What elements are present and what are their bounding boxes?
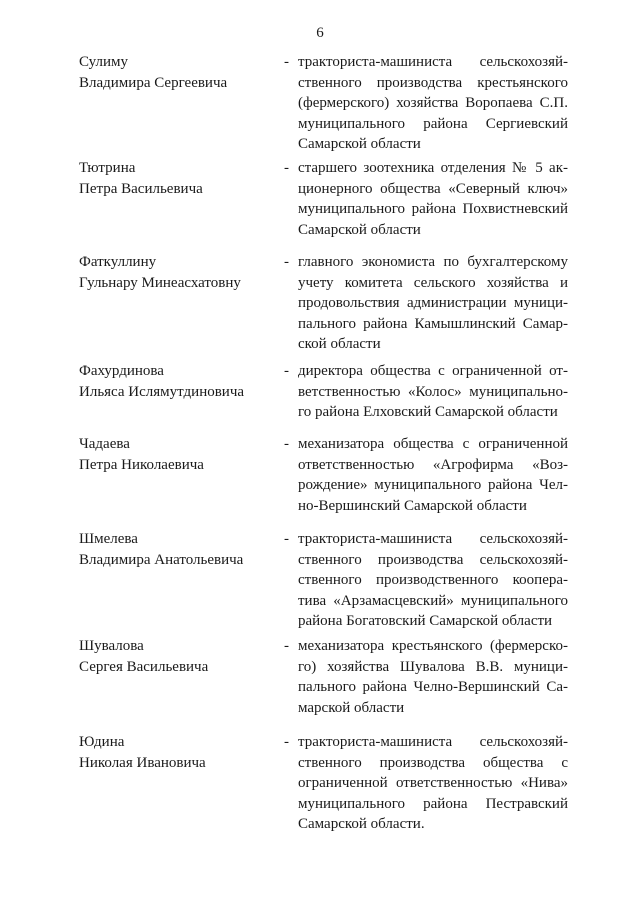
description-line: тракториста-машиниста сельскохозяй- xyxy=(298,54,568,70)
description-line: марской области xyxy=(298,699,405,716)
position-description xyxy=(298,158,568,240)
surname: Фаткуллину xyxy=(79,254,157,270)
surname: Чадаева xyxy=(79,436,130,452)
description-line: механизатора крестьянского (фермерско- xyxy=(298,638,568,654)
given-names: Петра Васильевича xyxy=(79,180,203,197)
description-line: ответственностью «Агрофирма «Воз- xyxy=(298,456,568,473)
person-name xyxy=(79,434,279,475)
description-line: района Богатовский Самарской области xyxy=(298,613,553,629)
person-name xyxy=(79,361,279,402)
description-line: Самарской области xyxy=(298,136,421,152)
surname: Тютрина xyxy=(79,160,136,176)
description-line: тива «Арзамасцевский» муниципального xyxy=(298,592,568,609)
description-line: ской области xyxy=(298,336,381,352)
description-line: муниципального района Сергиевский xyxy=(298,115,568,132)
description-line: механизатора общества с ограниченной xyxy=(298,436,568,452)
separator-dash: - xyxy=(284,254,289,270)
description-line: тракториста-машиниста сельскохозяй- xyxy=(298,734,568,750)
description-line: директора общества с ограниченной от- xyxy=(298,363,568,379)
separator-dash: - xyxy=(284,363,289,379)
description-line: продовольствия администрации муници- xyxy=(298,295,568,311)
position-description xyxy=(298,252,568,355)
description-line: ограниченной ответственностью «Нива» xyxy=(298,775,568,791)
description-line: ственного производства крестьянского xyxy=(298,74,568,91)
description-line: Самарской области. xyxy=(298,816,425,832)
description-line: но-Вершинский Самарской области xyxy=(298,497,527,514)
position-description xyxy=(298,52,568,155)
person-name xyxy=(79,529,279,570)
description-line: муниципального района Похвистневский xyxy=(298,201,568,217)
separator-dash: - xyxy=(284,638,289,654)
description-line: (фермерского) хозяйства Воропаева С.П. xyxy=(298,95,568,111)
description-line: ционерного общества «Северный ключ» xyxy=(298,180,568,197)
given-names: Гульнару Минеасхатовну xyxy=(79,274,241,291)
person-name xyxy=(79,732,279,773)
surname: Фахурдинова xyxy=(79,363,164,379)
page-number: 6 xyxy=(316,25,324,41)
position-description xyxy=(298,361,568,423)
person-name xyxy=(79,252,279,293)
given-names: Сергея Васильевича xyxy=(79,658,209,675)
description-line: ственного производственного коопера- xyxy=(298,572,568,588)
given-names: Ильяса Ислямутдиновича xyxy=(79,383,245,400)
person-name xyxy=(79,636,279,677)
description-line: пального района Челно-Вершинский Са- xyxy=(298,679,568,695)
separator-dash: - xyxy=(284,531,289,547)
description-line: го) хозяйства Шувалова В.В. муници- xyxy=(298,658,568,675)
given-names: Владимира Анатольевича xyxy=(79,551,244,568)
position-description xyxy=(298,732,568,835)
description-line: тракториста-машиниста сельскохозяй- xyxy=(298,531,568,547)
separator-dash: - xyxy=(284,436,289,452)
surname: Юдина xyxy=(79,734,125,750)
given-names: Николая Ивановича xyxy=(79,754,206,771)
description-line: муниципального района Пестравский xyxy=(298,795,568,812)
person-name xyxy=(79,52,279,93)
position-description xyxy=(298,434,568,516)
separator-dash: - xyxy=(284,160,289,176)
person-name xyxy=(79,158,279,199)
description-line: старшего зоотехника отделения № 5 ак- xyxy=(298,160,568,176)
surname: Сулиму xyxy=(79,54,128,70)
description-line: го района Елховский Самарской области xyxy=(298,404,558,420)
position-description xyxy=(298,529,568,632)
surname: Шувалова xyxy=(79,638,144,654)
description-line: Самарской области xyxy=(298,221,421,238)
description-line: рождение» муниципального района Чел- xyxy=(298,477,568,493)
separator-dash: - xyxy=(284,54,289,70)
separator-dash: - xyxy=(284,734,289,750)
description-line: главного экономиста по бухгалтерскому xyxy=(298,254,568,270)
position-description xyxy=(298,636,568,718)
given-names: Владимира Сергеевича xyxy=(79,74,228,91)
description-line: учету комитета сельского хозяйства и xyxy=(298,274,568,291)
given-names: Петра Николаевича xyxy=(79,456,204,473)
description-line: ственного производства сельскохозяй- xyxy=(298,551,568,568)
description-line: ственного производства общества с xyxy=(298,754,568,771)
description-line: ветственностью «Колос» муниципально- xyxy=(298,383,568,400)
description-line: пального района Камышлинский Самар- xyxy=(298,315,568,332)
surname: Шмелева xyxy=(79,531,138,547)
